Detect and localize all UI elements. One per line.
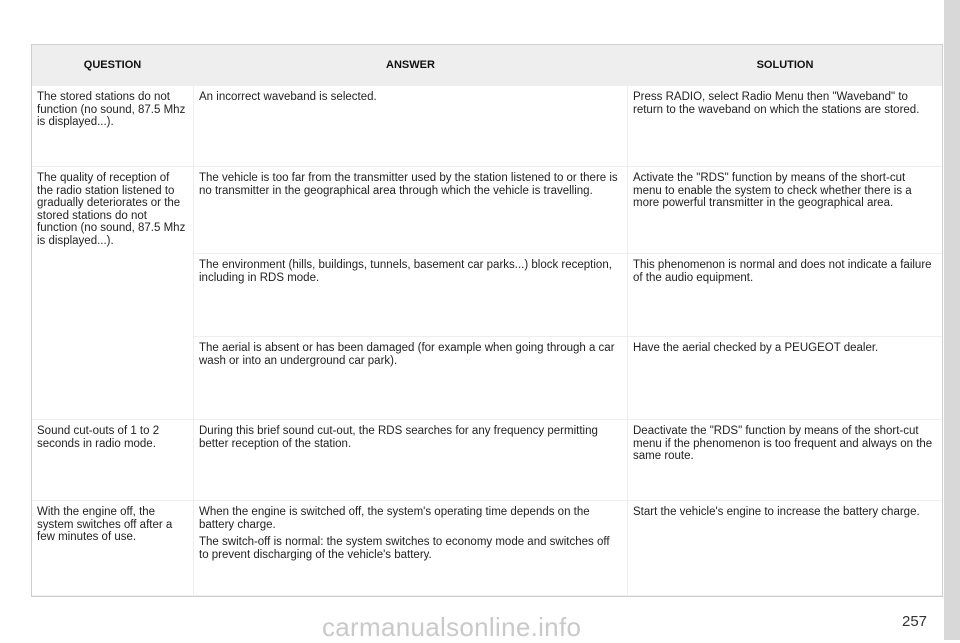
question-text: The stored stations do not function (no sound, 87.5 Mhz is displayed...). — [37, 91, 186, 129]
answer-text: The switch-off is normal: the system switches to economy mode and switches off to prevent discharging of the vehicle's battery. — [199, 536, 610, 561]
table-header-row — [32, 45, 942, 85]
solution-text: Press RADIO, select Radio Menu then "Waveband" to return to the waveband on which the stations are stored. — [633, 91, 920, 116]
solution-cell — [628, 337, 942, 419]
answer-cell — [194, 254, 627, 336]
question-cell — [32, 501, 193, 595]
answer-cell — [194, 420, 627, 500]
solution-text: Have the aerial checked by a PEUGEOT dealer. — [633, 342, 879, 354]
answer-text: The vehicle is too far from the transmitter used by the station listened to or there is no transmitter in the geographical area through which the vehicle is travelling. — [199, 172, 618, 197]
question-text: With the engine off, the system switches off after a few minutes of use. — [37, 506, 173, 544]
solution-cell — [628, 254, 942, 336]
header-question: QUESTION — [83, 59, 142, 71]
answer-cell — [194, 501, 627, 595]
solution-text: Deactivate the "RDS" function by means of the short-cut menu if the phenomenon is too frequent and always on the same route. — [633, 425, 933, 463]
faq-table — [31, 44, 943, 597]
answer-text: The environment (hills, buildings, tunnels, basement car parks...) block reception, including in RDS mode. — [199, 259, 612, 284]
question-cell — [32, 420, 193, 500]
header-answer: ANSWER — [386, 59, 435, 71]
question-text: Sound cut-outs of 1 to 2 seconds in radio mode. — [37, 425, 160, 450]
header-solution: SOLUTION — [756, 59, 814, 71]
watermark: carmanualsonline.info — [322, 612, 582, 642]
question-cell — [32, 167, 193, 419]
question-cell — [32, 86, 193, 166]
solution-cell — [628, 420, 942, 500]
answer-text: During this brief sound cut-out, the RDS searches for any frequency permitting better reception of the station. — [199, 425, 598, 450]
question-text: The quality of reception of the radio station listened to gradually deteriorates or the stored stations do not function (no sound, 87.5 Mhz is displayed...). — [37, 172, 186, 247]
answer-text: An incorrect waveband is selected. — [199, 91, 377, 103]
answer-text: When the engine is switched off, the system's operating time depends on the battery charge. — [199, 506, 590, 531]
page-edge-bar — [944, 0, 960, 640]
solution-text: Start the vehicle's engine to increase the battery charge. — [633, 506, 920, 518]
answer-text: The aerial is absent or has been damaged (for example when going through a car wash or into an underground car park). — [199, 342, 615, 367]
answer-cell — [194, 86, 627, 166]
solution-text: Activate the "RDS" function by means of the short-cut menu to enable the system to check whether there is a more powerful transmitter in the geographical area. — [633, 172, 912, 210]
solution-cell — [628, 167, 942, 253]
solution-cell — [628, 86, 942, 166]
answer-cell — [194, 167, 627, 253]
answer-cell — [194, 337, 627, 419]
page-number: 257 — [902, 613, 928, 630]
solution-cell — [628, 501, 942, 595]
solution-text: This phenomenon is normal and does not indicate a failure of the audio equipment. — [633, 259, 932, 284]
